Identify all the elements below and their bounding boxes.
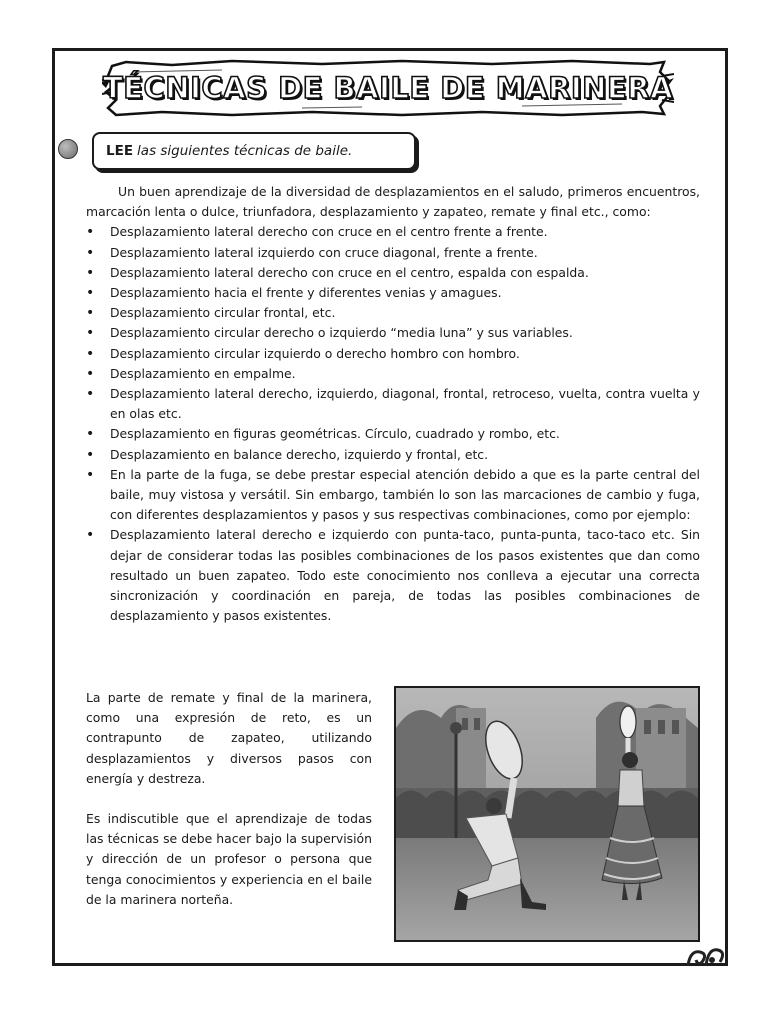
instruction-text: las siguientes técnicas de baile. (137, 143, 353, 159)
list-item: • Desplazamiento circular izquierdo o derecho hombro con hombro. (86, 344, 700, 364)
page-title: TÉCNICAS DE BAILE DE MARINERA (102, 71, 674, 105)
decorative-swirl-icon (684, 942, 728, 970)
intro-paragraph: Un buen aprendizaje de la diversidad de desplazamientos en el saludo, primeros encuentros, marcación lenta o dulce, triunfadora, desplazamiento y zapateo, remate y final etc., como: (86, 184, 700, 220)
title-banner (102, 58, 674, 118)
list-item: • Desplazamiento en balance derecho, izquierdo y frontal, etc. (86, 445, 700, 465)
remate-paragraph: La parte de remate y final de la marinera, como una expresión de reto, es un contrapunto de zapateo, utilizando desplazamientos y diversos pasos con energía y destreza. (86, 690, 372, 786)
list-item: • Desplazamiento lateral derecho, izquierdo, diagonal, frontal, retroceso, vuelta, contra vuelta y en olas etc. (86, 384, 700, 424)
list-item: • Desplazamiento en figuras geométricas. Círculo, cuadrado y rombo, etc. (86, 424, 700, 444)
list-item: • Desplazamiento lateral derecho e izquierdo con punta-taco, punta-punta, taco-taco etc. Sin dejar de considerar todas las posibles combinaciones de los pasos existentes que dan como resultado un buen zapateo. Todo este conocimiento nos conlleva a ejecutar una correcta sincronización y coordinación en pareja, de todas las posibles combinaciones de desplazamiento y pasos existentes. (86, 525, 700, 626)
list-item: • Desplazamiento circular derecho o izquierdo “media luna” y sus variables. (86, 323, 700, 343)
aprendizaje-paragraph: Es indiscutible que el aprendizaje de todas las técnicas se debe hacer bajo la supervisión y dirección de un profesor o persona que tenga conocimientos y experiencia en el baile de la marinera norteña. (86, 811, 372, 907)
instruction-bold: LEE (106, 143, 134, 159)
dancers-illustration (396, 688, 698, 940)
marinera-dancers-photo (394, 686, 700, 942)
list-item: • Desplazamiento lateral derecho con cruce en el centro, espalda con espalda. (86, 263, 700, 283)
list-item: • En la parte de la fuga, se debe prestar especial atención debido a que es la parte central del baile, muy vistosa y versátil. Sin embargo, también lo son las marcaciones de cambio y fuga, con diferentes desplazamientos y pasos y sus respectivas combinaciones, como por ejemplo: (86, 465, 700, 526)
closing-text (86, 688, 372, 930)
list-item: • Desplazamiento hacia el frente y diferentes venias y amagues. (86, 283, 700, 303)
list-item: • Desplazamiento en empalme. (86, 364, 700, 384)
main-text (86, 182, 700, 626)
instruction-box (92, 132, 416, 170)
list-item: • Desplazamiento lateral derecho con cruce en el centro frente a frente. (86, 222, 700, 242)
list-item: • Desplazamiento lateral izquierdo con cruce diagonal, frente a frente. (86, 243, 700, 263)
gray-circle-icon (58, 139, 78, 159)
list-item: • Desplazamiento circular frontal, etc. (86, 303, 700, 323)
technique-list (86, 222, 700, 626)
